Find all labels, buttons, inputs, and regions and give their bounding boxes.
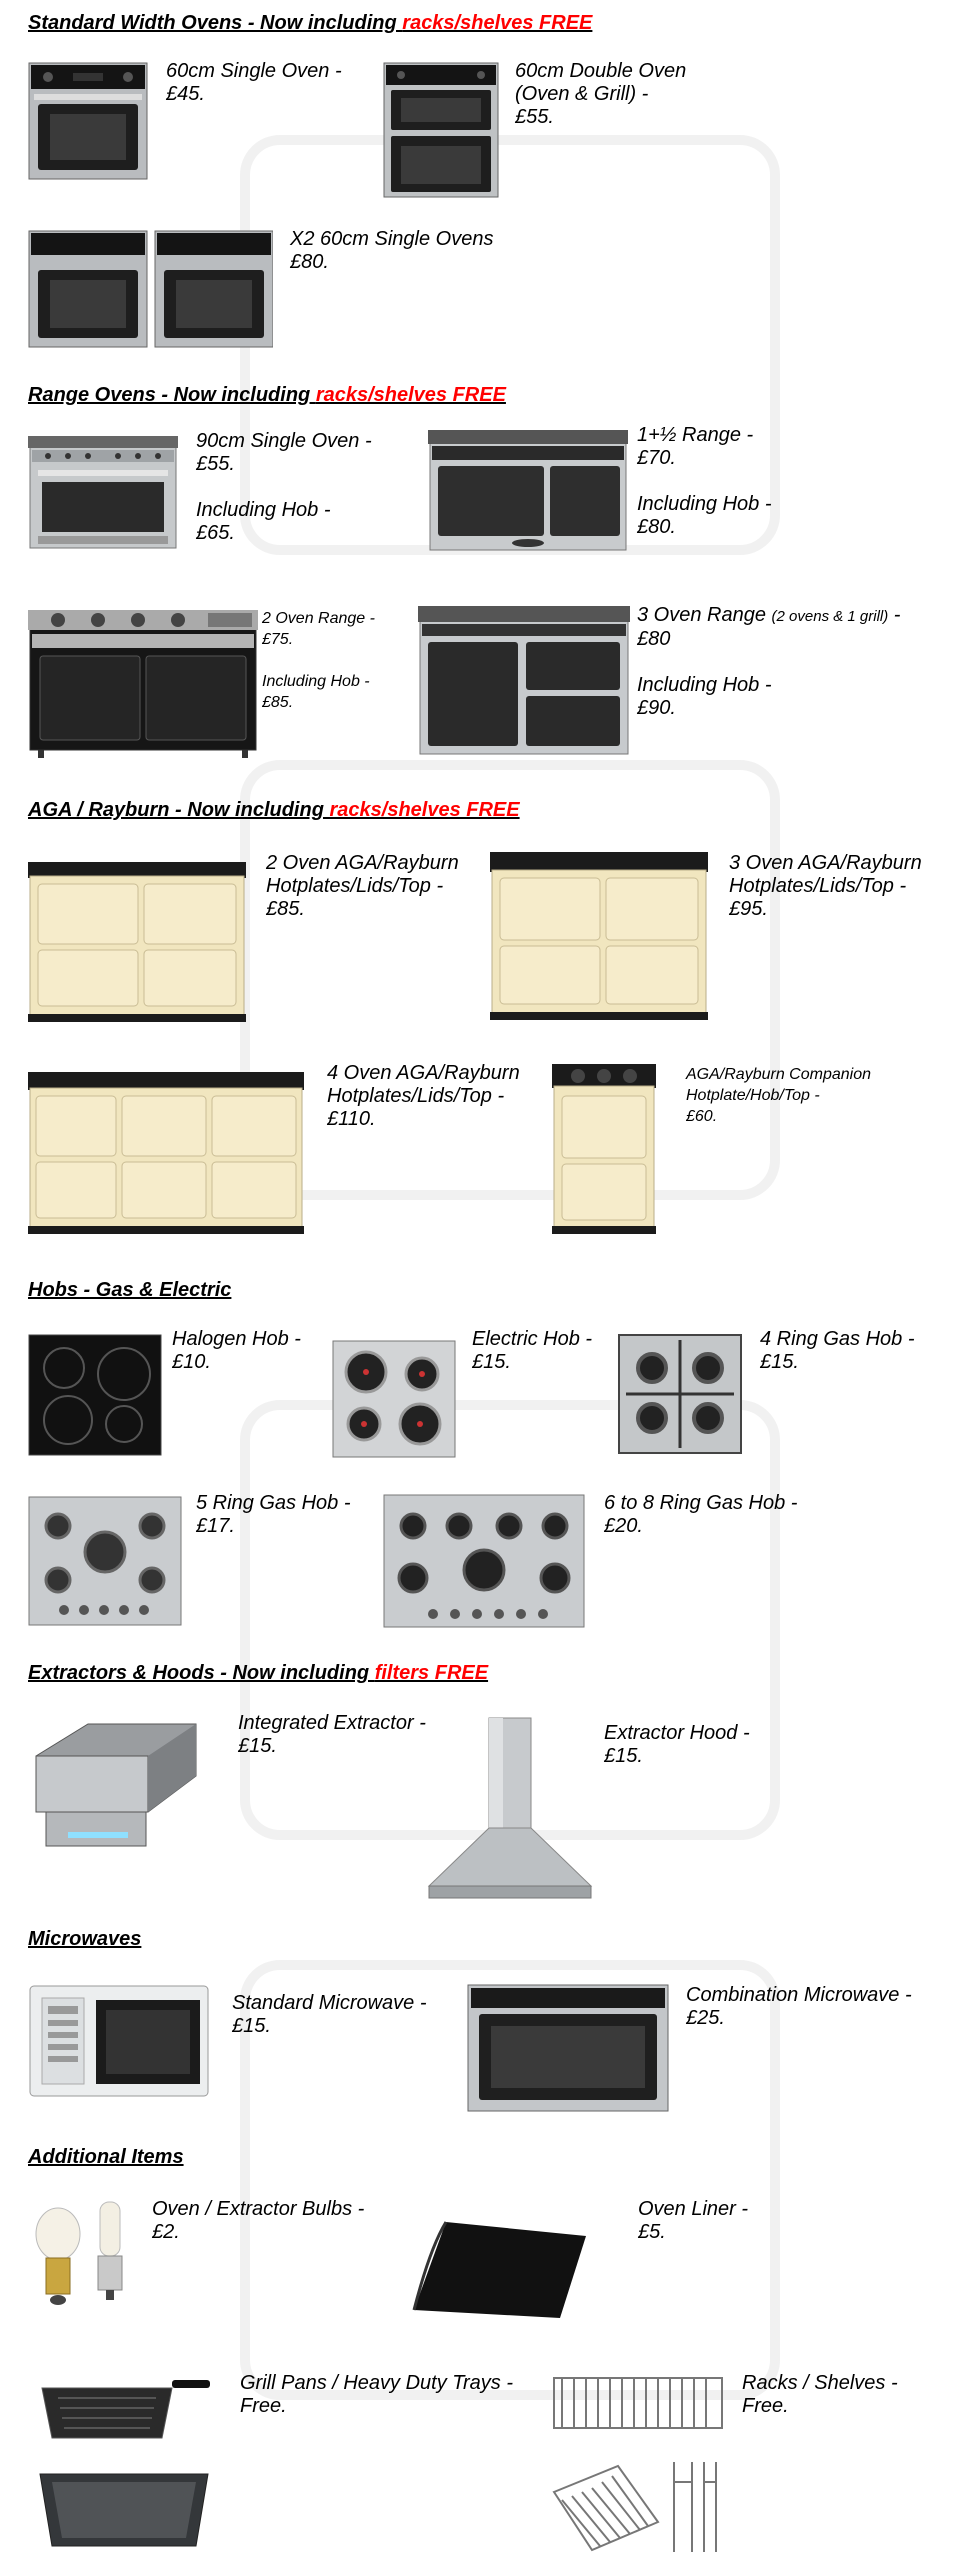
range-2-oven-image — [28, 608, 258, 758]
gas-hob-4-ring-image — [618, 1334, 742, 1454]
range-1-half-image — [428, 428, 628, 552]
aga-3-oven-label: 3 Oven AGA/Rayburn Hotplates/Lids/Top - £95. — [729, 852, 922, 920]
double-oven-image — [383, 62, 499, 198]
gas-hob-6-8-ring-label: 6 to 8 Ring Gas Hob - £20. — [604, 1492, 798, 1537]
electric-hob-image — [332, 1340, 456, 1458]
standard-microwave-image — [28, 1984, 210, 2102]
aga-2-oven-image — [28, 852, 246, 1022]
range-90cm-image — [28, 434, 178, 550]
halogen-hob-image — [28, 1334, 162, 1456]
combination-microwave-image — [467, 1984, 669, 2112]
oven-bulbs-label: Oven / Extractor Bulbs - £2. — [152, 2198, 365, 2243]
range-3-oven-label: 3 Oven Range (2 ovens & 1 grill) - £80 Including Hob - £90. — [637, 604, 901, 719]
oven-bulbs-image — [28, 2196, 136, 2312]
gas-hob-5-ring-image — [28, 1496, 182, 1626]
integrated-extractor-image — [28, 1716, 200, 1852]
x2-single-ovens-image — [28, 230, 273, 348]
section-heading-extractors: Extractors & Hoods - Now including filters FREE — [28, 1662, 489, 1684]
aga-companion-label: AGA/Rayburn Companion Hotplate/Hob/Top - £60. — [686, 1066, 871, 1125]
single-oven-image — [28, 62, 148, 180]
extractor-hood-label: Extractor Hood - £15. — [604, 1722, 750, 1767]
section-heading-hobs: Hobs - Gas & Electric — [28, 1279, 232, 1301]
grill-pans-trays-image — [32, 2374, 212, 2550]
section-heading-aga-rayburn: AGA / Rayburn - Now including racks/shelves FREE — [28, 799, 520, 821]
combination-microwave-label: Combination Microwave - £25. — [686, 1984, 912, 2029]
range-90cm-label: 90cm Single Oven - £55. Including Hob - £65. — [196, 430, 372, 544]
range-3-oven-image — [418, 604, 630, 756]
aga-4-oven-label: 4 Oven AGA/Rayburn Hotplates/Lids/Top - £110. — [327, 1062, 520, 1130]
section-heading-standard-ovens: Standard Width Ovens - Now including racks/shelves FREE — [28, 12, 593, 34]
standard-microwave-label: Standard Microwave - £15. — [232, 1992, 427, 2037]
aga-4-oven-image — [28, 1068, 304, 1234]
oven-liner-label: Oven Liner - £5. — [638, 2198, 749, 2243]
halogen-hob-label: Halogen Hob - £10. — [172, 1328, 301, 1373]
gas-hob-4-ring-label: 4 Ring Gas Hob - £15. — [760, 1328, 915, 1373]
gas-hob-6-8-ring-image — [383, 1494, 585, 1628]
integrated-extractor-label: Integrated Extractor - £15. — [238, 1712, 426, 1757]
gas-hob-5-ring-label: 5 Ring Gas Hob - £17. — [196, 1492, 351, 1537]
racks-shelves-label: Racks / Shelves - Free. — [742, 2372, 898, 2417]
range-2-oven-label: 2 Oven Range - £75. Including Hob - £85. — [262, 610, 375, 711]
single-oven-label: 60cm Single Oven - £45. — [166, 60, 342, 105]
aga-2-oven-label: 2 Oven AGA/Rayburn Hotplates/Lids/Top - £85. — [266, 852, 459, 920]
x2-single-ovens-label: X2 60cm Single Ovens £80. — [290, 228, 494, 273]
extractor-hood-image — [425, 1716, 595, 1904]
electric-hob-label: Electric Hob - £15. — [472, 1328, 593, 1373]
oven-liner-image — [410, 2218, 590, 2324]
aga-companion-image — [552, 1062, 656, 1234]
section-heading-microwaves: Microwaves — [28, 1928, 142, 1950]
double-oven-label: 60cm Double Oven (Oven & Grill) - £55. — [515, 60, 687, 128]
section-heading-additional-items: Additional Items — [28, 2146, 184, 2168]
racks-shelves-image — [548, 2372, 728, 2558]
range-1-half-label: 1+½ Range - £70. Including Hob - £80. — [637, 424, 772, 538]
grill-pans-trays-label: Grill Pans / Heavy Duty Trays - Free. — [240, 2372, 514, 2417]
aga-3-oven-image — [490, 848, 708, 1020]
section-heading-range-ovens: Range Ovens - Now including racks/shelves FREE — [28, 384, 506, 406]
